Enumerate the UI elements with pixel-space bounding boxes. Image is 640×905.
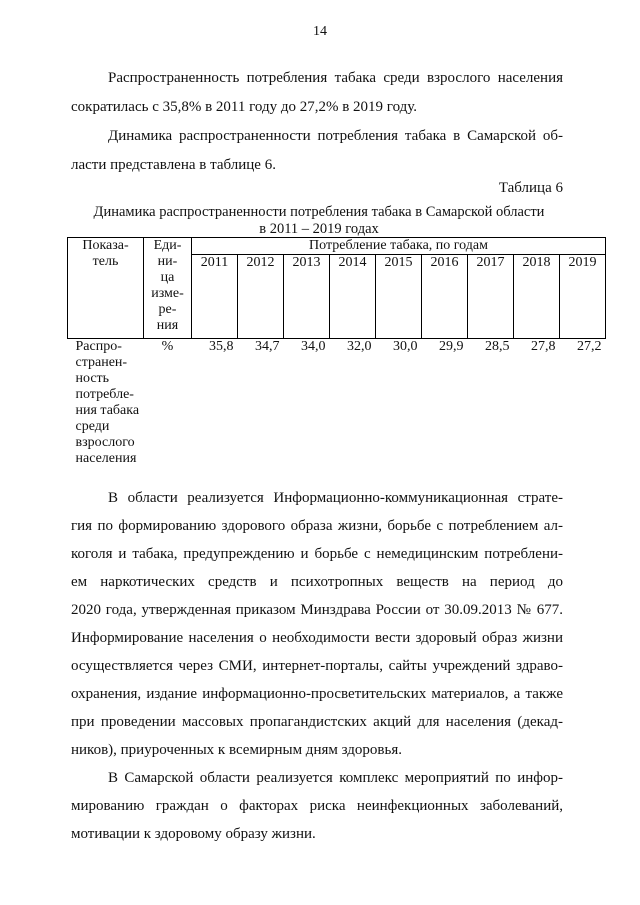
row-value: 34,0 bbox=[301, 339, 326, 354]
body-line: В Самарской области реализуется комплекс мероприятий по инфор- bbox=[108, 770, 563, 786]
page-number: 14 bbox=[313, 24, 327, 39]
header-unit: Еди- ни- ца изме- ре- ния bbox=[144, 238, 192, 339]
header-year: 2018 bbox=[514, 255, 560, 339]
intro-line-1: Распространенность потребления табака среди взрослого населения bbox=[108, 70, 563, 86]
row-value: 35,8 bbox=[209, 339, 234, 354]
body-line: гия по формированию здорового образа жизни, борьбе с потреблением ал- bbox=[71, 518, 563, 534]
row-value: 34,7 bbox=[255, 339, 280, 354]
intro-line-4: ласти представлена в таблице 6. bbox=[71, 157, 276, 173]
header-year: 2016 bbox=[422, 255, 468, 339]
table-caption-line-2: в 2011 – 2019 годах bbox=[259, 221, 379, 237]
body-line: мотивации к здоровому образу жизни. bbox=[71, 826, 316, 842]
body-line: 2020 года, утвержденная приказом Минздрава России от 30.09.2013 № 677. bbox=[71, 602, 563, 618]
table-label: Таблица 6 bbox=[498, 180, 563, 196]
row-value: 30,0 bbox=[393, 339, 418, 354]
body-line: охранения, издание информационно-просветительских материалов, а также bbox=[71, 686, 563, 702]
row-value: 29,9 bbox=[439, 339, 464, 354]
row-unit: % bbox=[161, 339, 174, 354]
body-line: мированию граждан о факторах риска неинфекционных заболеваний, bbox=[71, 798, 563, 814]
header-year: 2015 bbox=[376, 255, 422, 339]
header-year: 2011 bbox=[192, 255, 238, 339]
body-line: осуществляется через СМИ, интернет-порталы, сайты учреждений здраво- bbox=[71, 658, 563, 674]
body-line: Информирование населения о необходимости вести здоровый образ жизни bbox=[71, 630, 563, 646]
body-line: коголя и табака, предупреждению и борьбе с немедицинским потреблени- bbox=[71, 546, 563, 562]
header-group: Потребление табака, по годам bbox=[192, 238, 606, 255]
body-line: ем наркотических средств и психотропных веществ на период до bbox=[71, 574, 563, 590]
body-line: ников), приуроченных к всемирным дням здоровья. bbox=[71, 742, 402, 758]
header-indicator: Показа- тель bbox=[68, 238, 144, 339]
header-year: 2019 bbox=[560, 255, 606, 339]
row-indicator: Распро- странен- ность потребле- ния табака среди взрослого населения bbox=[75, 339, 140, 466]
header-year: 2013 bbox=[284, 255, 330, 339]
tobacco-table bbox=[67, 237, 606, 467]
body-line: при проведении массовых пропагандистских акций для населения (декад- bbox=[71, 714, 563, 730]
row-value: 27,8 bbox=[531, 339, 556, 354]
intro-line-3: Динамика распространенности потребления табака в Самарской об- bbox=[108, 128, 563, 144]
intro-line-2: сократилась с 35,8% в 2011 году до 27,2% в 2019 году. bbox=[71, 99, 418, 115]
body-line: В области реализуется Информационно-коммуникационная страте- bbox=[108, 490, 563, 506]
table-caption-line-1: Динамика распространенности потребления табака в Самарской области bbox=[93, 204, 545, 220]
header-year: 2012 bbox=[238, 255, 284, 339]
table-row bbox=[68, 339, 606, 468]
header-year: 2017 bbox=[468, 255, 514, 339]
row-value: 28,5 bbox=[485, 339, 510, 354]
row-value: 32,0 bbox=[347, 339, 372, 354]
header-year: 2014 bbox=[330, 255, 376, 339]
table-header-row bbox=[68, 238, 606, 255]
row-value: 27,2 bbox=[577, 339, 602, 354]
